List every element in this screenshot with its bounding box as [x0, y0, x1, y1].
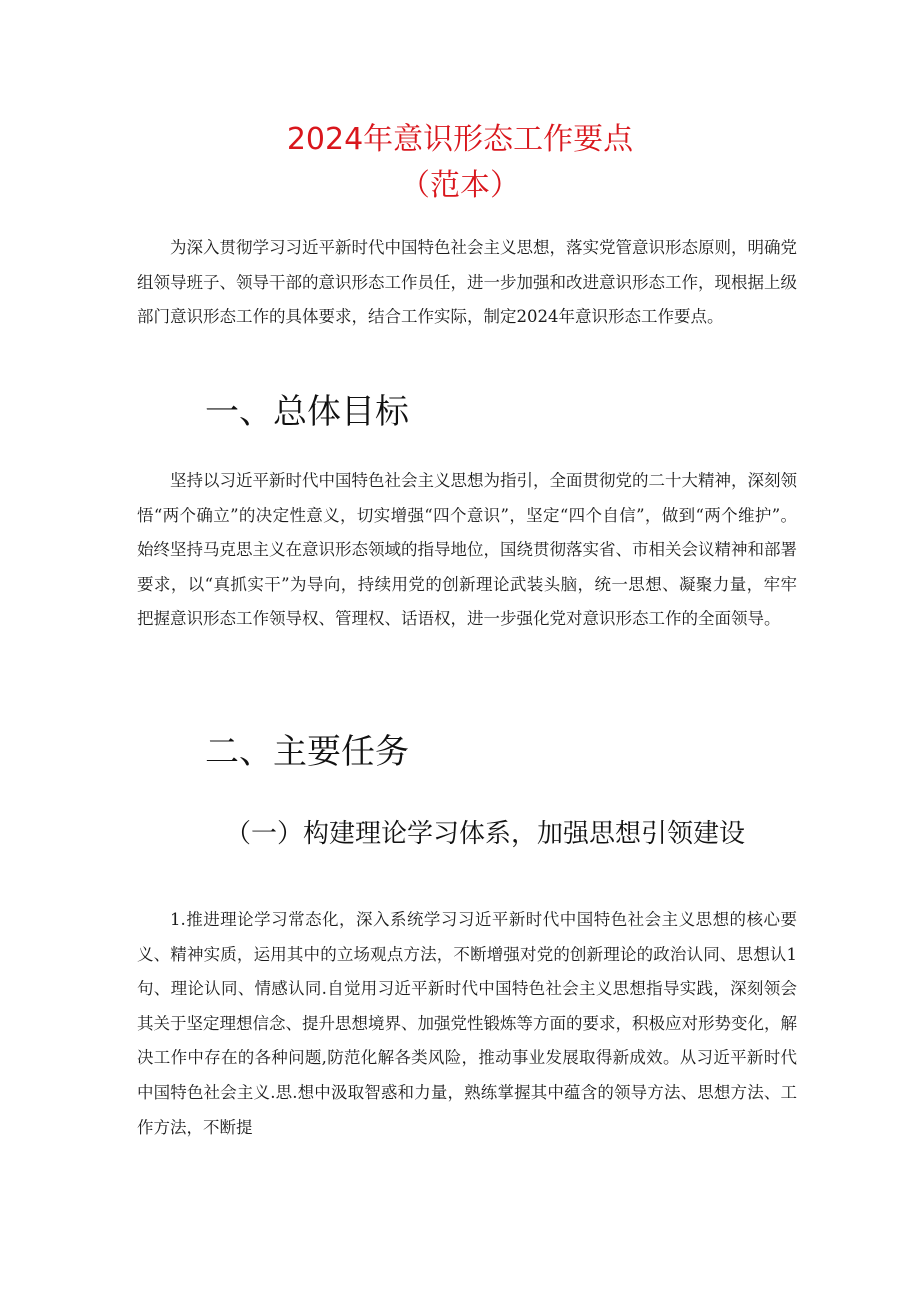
task-paragraph-1: 1.推进理论学习常态化，深入系统学习习近平新时代中国特色社会主义思想的核心要义、精神实质，运用其中的立场观点方法，不断增强对党的创新理论的政治认同、思想认1句、理论认同、情感认同.自觉用习近平新时代中国特色社会主义思想指导实践，深刻领会其关于坚定理想信念、提升思想境界、加强党性锻炼等方面的要求，积极应对形势变化，解决工作中存在的各种问题,防范化解各类风险，推动事业发展取得新成效。从习近平新时代中国特色社会主义.思.想中汲取智惑和力量，熟练掌握其中蕴含的领导方法、思想方法、工作方法，不断提: [137, 910, 797, 1137]
document-title: 2024年意识形态工作要点: [286, 122, 634, 157]
document-subtitle: （范本）: [400, 168, 520, 203]
goals-paragraph: 坚持以习近平新时代中国特色社会主义思想为指引，全面贯彻党的二十大精神，深刻领悟“两个确立”的决定性意义，切实增强“四个意识”，坚定“四个自信”，做到“两个维护”。始终坚持马克思主义在意识形态领域的指导地位，国绕贯彻落实省、市相关会议精神和部署要求，以“真抓实干”为导向，持续用党的创新理论武装头脑，统一思想、凝聚力量，牢牢把握意识形态工作领导权、管理权、话语权，进一步强化党对意识形态工作的全面领导。: [137, 471, 797, 629]
intro-paragraph: 为深入贯彻学习习近平新时代中国特色社会主义思想，落实党管意识形态原则，明确党组领导班子、领导干部的意识形态工作员任，进一步加强和改进意识形态工作，现根据上级部门意识形态工作的具体要求，结合工作实际，制定2024年意识形态工作要点。: [137, 238, 797, 327]
section-heading-tasks: 二、主要任务: [205, 732, 409, 772]
section-heading-goals: 一、总体目标: [205, 392, 409, 432]
subsection-heading-theory: （一）构建理论学习体系，加强思想引领建设: [224, 819, 745, 849]
